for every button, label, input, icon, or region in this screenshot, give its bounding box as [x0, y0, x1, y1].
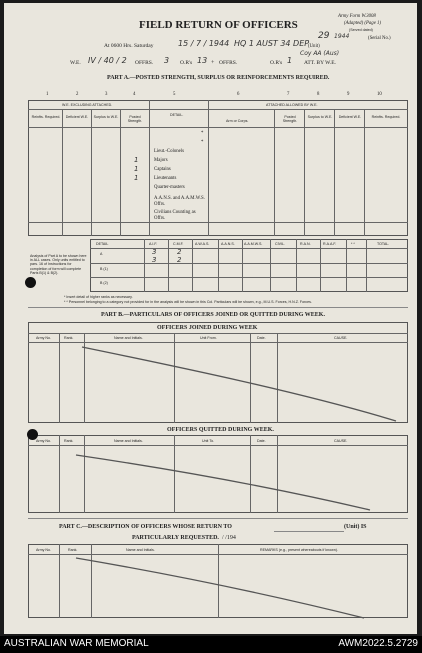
col-number-8: 8 — [317, 92, 320, 97]
serial-label: (Serial No.) — [368, 36, 391, 41]
adapted-note: (Adapted) (Page 1) — [344, 21, 382, 26]
group-attached-allowed: ATTACHED ALLOWED BY W.E. — [266, 103, 318, 107]
part-c-particularly: PARTICULARLY REQUESTED. — [132, 535, 219, 541]
hand-captains: 1 — [134, 165, 139, 173]
analysis-aif-total: 3 — [152, 256, 157, 264]
hand-majors: 1 — [134, 156, 139, 164]
joined-title: OFFICERS JOINED DURING WEEK — [157, 325, 258, 331]
quitted-hdr-rank: Rank. — [64, 439, 74, 443]
hdr-posted-right: Posted Strength. — [282, 115, 298, 123]
rank-lieut-colonels: Lieut.-Colonels — [154, 149, 184, 154]
hdr-deficient-right: Deficient W.E. — [338, 115, 362, 119]
insert-note: * Insert detail of higher ranks as necessary. — [64, 295, 133, 299]
archive-footer — [0, 636, 422, 653]
analysis-hdr-aif: A.I.F. — [149, 242, 158, 246]
col-number-5: 5 — [173, 92, 176, 97]
part-c-date-blank: / /194 — [222, 535, 236, 541]
at-hours-label: At 0600 Hrs. Saturday — [104, 43, 154, 49]
quitted-title: OFFICERS QUITTED DURING WEEK. — [167, 427, 274, 433]
hdr-posted-left: Posted Strength. — [127, 115, 143, 123]
col-number-10: 10 — [377, 92, 382, 97]
joined-hdr-army-no: Army No. — [36, 336, 51, 340]
cancellation-strokes — [4, 3, 417, 634]
analysis-hdr-aamws: A.A.M.W.S. — [244, 242, 263, 246]
return-date: 15 / 7 / 1944 — [178, 39, 230, 48]
analysis-hdr-detail: DETAIL — [96, 242, 109, 246]
unit-label: (Unit) — [308, 44, 320, 49]
joined-hdr-date: Date. — [257, 336, 266, 340]
ors-label: O.R's — [180, 60, 193, 66]
we-label: W.E. — [70, 60, 81, 66]
analysis-hdr-ran: R.A.N. — [300, 242, 311, 246]
quitted-cancel-stroke — [76, 455, 370, 510]
unit-name: HQ 1 AUST 34 DEP — [234, 39, 310, 48]
rank-majors: Majors — [154, 158, 168, 163]
col-number-2: 2 — [76, 92, 79, 97]
analysis-hdr-raaf: R.A.A.F. — [323, 242, 337, 246]
col-number-9: 9 — [347, 92, 350, 97]
ors2-value: 1 — [287, 56, 293, 65]
hdr-surplus-right: Surplus to W.E. — [307, 115, 333, 119]
col-number-3: 3 — [105, 92, 108, 97]
analysis-cmf-total: 2 — [177, 256, 182, 264]
offrs-label: OFFRS. — [135, 60, 154, 66]
part-c-cancel-stroke — [76, 558, 364, 618]
army-form-number: Army Form W.3008 — [338, 14, 376, 19]
rank-captains: Captains — [154, 167, 171, 172]
personnel-note: * * Personnel belonging to a category not provided for in the analysis will be shown in this Col. Particulars will be shown, e.g., M.U.S. Forces, H.N.Z. Forces. — [64, 300, 312, 304]
served-note: (Served dated) — [349, 28, 373, 32]
offrs2-label: OFFRS. — [219, 60, 238, 66]
analysis-hdr-other: * * — [351, 242, 355, 246]
part-c-hdr-army-no: Army No. — [36, 548, 51, 552]
rank-civilians: Civilians Counting as Offrs. — [154, 210, 196, 221]
analysis-row-b2: B (2) — [100, 281, 108, 285]
joined-hdr-rank: Rank. — [64, 336, 74, 340]
analysis-hdr-cmf: C.M.F. — [173, 242, 184, 246]
analysis-aif-a: 3 — [152, 248, 157, 256]
quitted-hdr-cause: CAUSE. — [334, 439, 348, 443]
joined-hdr-name: Name and Initials. — [114, 336, 143, 340]
quitted-hdr-unit-to: Unit To. — [202, 439, 215, 443]
we-value: IV / 40 / 2 — [88, 56, 127, 65]
hdr-reinfts-right: Reinfts. Required. — [371, 115, 401, 119]
punch-hole-upper — [25, 277, 36, 288]
unit-subname: Coy AA (Aus) — [300, 50, 340, 57]
analysis-note: Analysis of Part A to be shown here in ALL cases. Only units entitled to pars. 16 of Instructions for completion of form will complete Parts B(1) & B(2). — [30, 254, 87, 275]
rank-lieutenants: Lieutenants — [154, 176, 177, 181]
joined-cancel-stroke — [82, 347, 396, 421]
hdr-deficient-left: Deficient W.E. — [65, 115, 89, 119]
col-number-7: 7 — [287, 92, 290, 97]
att-label: ATT. BY W.E. — [304, 60, 336, 66]
hdr-arm-or-corps: Arm or Corps. — [226, 119, 249, 123]
footer-archive-name: AUSTRALIAN WAR MEMORIAL — [4, 638, 149, 649]
analysis-hdr-civil: CIVIL. — [275, 242, 285, 246]
col-number-4: 4 — [133, 92, 136, 97]
analysis-hdr-awas: A.W.A.S. — [195, 242, 210, 246]
serial-year: 1944 — [334, 33, 350, 40]
ors2-label: O.R's — [270, 60, 283, 66]
quitted-hdr-date: Date. — [257, 439, 266, 443]
form-sheet: FIELD RETURN OF OFFICERS Army Form W.3008 (Adapted) (Page 1) (Served dated) 29 1944 (Serial No.) At 0600 Hrs. Saturday 15 / 7 / 1944 HQ 1 AUST 34 DEP (Unit) Coy AA (Aus) W.E. IV / 40 / 2 OFFRS. 3 O.R's 13 + OFFRS. O.R's 1 ATT. BY W.E. PART A.—POSTED STRENGTH, SURPLUS OR REINFORCEMENTS REQUIRED. 1 2 3 4 5 6 7 8 9 10 W.E. EXCLUDING ATTACHED. ATTACHED ALLOWED BY W.E. DETAIL. Reinfts. Required. Deficient W.E. Surplus to W.E. Posted Strength. Arm or Corps. Posted Strength. Surplus to W.E. Deficient W.E. Reinfts. Required. Lieut.-Colonels Majors Captains Lieutenants Quarter-masters A.A.N.S. and A.A.M.W.S. Offrs. Civilians Counting as Offrs. * * 1 1 1 Analysis of Part A to be shown here in ALL cases. Only units entitled to pars. 16 of Instructions for completion of form will complete Parts B(1) & B(2). DETAIL A.I.F. C.M.F. A.W.A.S. A.A.N.S. A.A.M.W.S. CIVIL. R.A.N. R.A.A.F. * * TOTAL. A B (1) B (2) 3 3 2 2 * Insert detail of higher ranks as necessary. * * Personnel belonging to a category not provided for in the analysis will be shown in this Col. Particulars will be shown, e.g., M.U.S. Forces, H.N.Z. Forces. PART B.—PARTICULARS OF OFFICERS JOINED OR QUITTED DURING WEEK. OFFICERS JOINED DURING WEEK Army No. Rank. Name and Initials. Unit From. Date. CAUSE. OFFICERS QUITTED DURING WEEK. Army No. Rank. Name and Initials. Unit To. Date. CAUSE. PART C.—DESCRIPTION OF OFFICERS WHOSE RETURN TO (Unit) IS PARTICULARLY REQUESTED. / /194 Army No. Rank. Name and Initials. REMARKS (e.g., present whereabouts if known). — [4, 3, 417, 634]
detail-header: DETAIL. — [170, 113, 184, 117]
joined-hdr-unit-from: Unit From. — [200, 336, 217, 340]
punch-hole-lower — [27, 429, 38, 440]
col-number-1: 1 — [46, 92, 49, 97]
part-c-hdr-remarks: REMARKS (e.g., present whereabouts if known). — [260, 548, 338, 552]
offrs-value: 3 — [164, 56, 170, 65]
rank-quartermasters: Quarter-masters — [154, 185, 185, 190]
hand-lieutenants: 1 — [134, 174, 139, 182]
plus-sign: + — [211, 60, 215, 66]
analysis-cmf-a: 2 — [177, 248, 182, 256]
quitted-hdr-army-no: Army No. — [36, 439, 51, 443]
ors-value: 13 — [197, 56, 208, 65]
serial-number: 29 — [318, 31, 330, 41]
form-title: FIELD RETURN OF OFFICERS — [139, 19, 298, 31]
joined-hdr-cause: CAUSE. — [334, 336, 348, 340]
col-number-6: 6 — [237, 92, 240, 97]
quitted-hdr-name: Name and Initials. — [114, 439, 143, 443]
part-c-title: PART C.—DESCRIPTION OF OFFICERS WHOSE RETURN TO — [59, 524, 232, 530]
part-c-hdr-name: Name and Initials. — [126, 548, 155, 552]
hdr-surplus-left: Surplus to W.E. — [93, 115, 119, 119]
part-c-unit-is: (Unit) IS — [344, 524, 367, 530]
analysis-hdr-total: TOTAL. — [377, 242, 390, 246]
analysis-row-b1: B (1) — [100, 267, 108, 271]
part-c-hdr-rank: Rank. — [68, 548, 78, 552]
footer-accession-number: AWM2022.5.2729 — [338, 638, 418, 649]
analysis-row-a: A — [100, 252, 103, 256]
part-b-title: PART B.—PARTICULARS OF OFFICERS JOINED OR QUITTED DURING WEEK. — [101, 312, 325, 318]
group-we-excluding: W.E. EXCLUDING ATTACHED. — [62, 103, 113, 107]
analysis-hdr-aans: A.A.N.S. — [221, 242, 235, 246]
hdr-reinfts-required-left: Reinfts. Required. — [31, 115, 61, 119]
part-a-title: PART A.—POSTED STRENGTH, SURPLUS OR REINFORCEMENTS REQUIRED. — [107, 75, 330, 81]
rank-aans-aamws: A.A.N.S. and A.A.M.W.S. Offrs. — [154, 196, 205, 207]
